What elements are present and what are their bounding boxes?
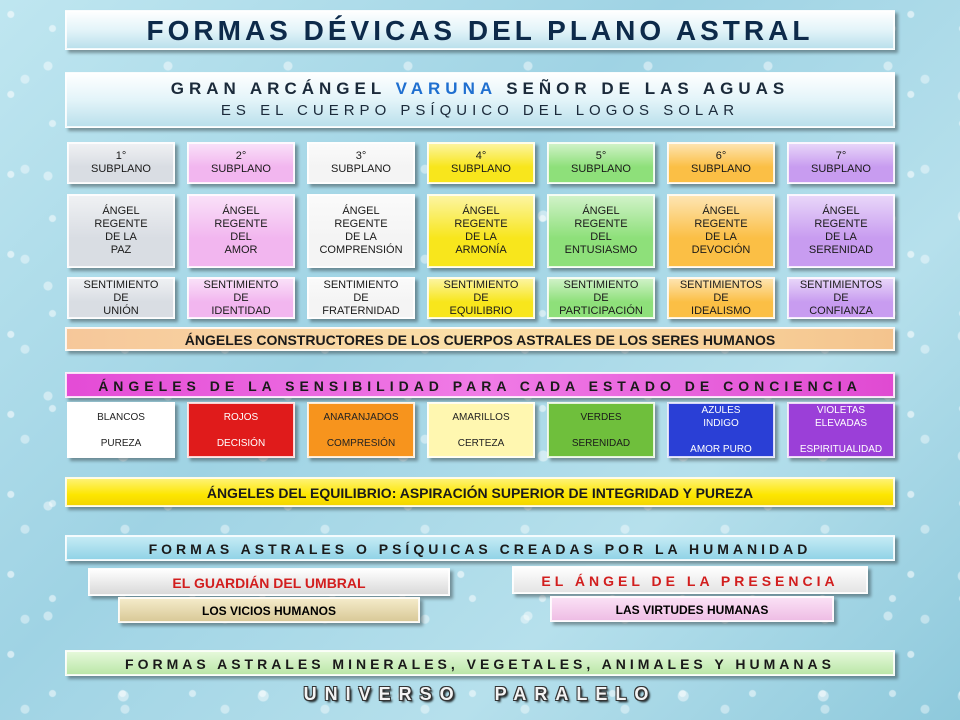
angel-cell-6: ÁNGEL REGENTE DE LA DEVOCIÓN [667,194,775,268]
angel-cell-3: ÁNGEL REGENTE DE LA COMPRENSIÓN [307,194,415,268]
color-cell-5: VERDES SERENIDAD [547,402,655,458]
color-cell-4: AMARILLOS CERTEZA [427,402,535,458]
main-title: FORMAS DÉVICAS DEL PLANO ASTRAL [65,10,895,50]
formas-band: FORMAS ASTRALES O PSÍQUICAS CREADAS POR LA HUMANIDAD [65,535,895,561]
sentimiento-cell-7: SENTIMIENTOS DE CONFIANZA [787,277,895,319]
guardian-box: EL GUARDIÁN DEL UMBRAL [88,568,450,596]
sensibilidad-band: ÁNGELES DE LA SENSIBILIDAD PARA CADA ESTADO DE CONCIENCIA [65,372,895,398]
angel-cell-5: ÁNGEL REGENTE DEL ENTUSIASMO [547,194,655,268]
subplano-cell-1: 1° SUBPLANO [67,142,175,184]
constructores-band: ÁNGELES CONSTRUCTORES DE LOS CUERPOS ASTRALES DE LOS SERES HUMANOS [65,327,895,351]
angel-cell-1: ÁNGEL REGENTE DE LA PAZ [67,194,175,268]
color-cell-7: VIOLETAS ELEVADAS ESPIRITUALIDAD [787,402,895,458]
minerales-band: FORMAS ASTRALES MINERALES, VEGETALES, ANIMALES Y HUMANAS [65,650,895,676]
presencia-box: EL ÁNGEL DE LA PRESENCIA [512,566,868,594]
sentimiento-cell-5: SENTIMIENTO DE PARTICIPACIÓN [547,277,655,319]
sentimiento-cell-1: SENTIMIENTO DE UNIÓN [67,277,175,319]
subplano-cell-6: 6° SUBPLANO [667,142,775,184]
arcangel-line1-b: SEÑOR DE LAS AGUAS [496,79,790,98]
angel-cell-7: ÁNGEL REGENTE DE LA SERENIDAD [787,194,895,268]
color-cell-2: ROJOS DECISIÓN [187,402,295,458]
equilibrio-band: ÁNGELES DEL EQUILIBRIO: ASPIRACIÓN SUPERIOR DE INTEGRIDAD Y PUREZA [65,477,895,507]
virtudes-box: LAS VIRTUDES HUMANAS [550,596,834,622]
arcangel-name: VARUNA [395,79,497,98]
color-cell-1: BLANCOS PUREZA [67,402,175,458]
subplano-cell-3: 3° SUBPLANO [307,142,415,184]
arcangel-line1 [66,79,894,99]
subplano-cell-5: 5° SUBPLANO [547,142,655,184]
vicios-box: LOS VICIOS HUMANOS [118,597,420,623]
subplano-cell-7: 7° SUBPLANO [787,142,895,184]
color-cell-3: ANARANJADOS COMPRESIÓN [307,402,415,458]
subplano-cell-4: 4° SUBPLANO [427,142,535,184]
angel-cell-4: ÁNGEL REGENTE DE LA ARMONÍA [427,194,535,268]
angel-cell-2: ÁNGEL REGENTE DEL AMOR [187,194,295,268]
sentimiento-cell-3: SENTIMIENTO DE FRATERNIDAD [307,277,415,319]
sentimiento-cell-6: SENTIMIENTOS DE IDEALISMO [667,277,775,319]
sentimiento-cell-4: SENTIMIENTO DE EQUILIBRIO [427,277,535,319]
sentimiento-cell-2: SENTIMIENTO DE IDENTIDAD [187,277,295,319]
subplano-cell-2: 2° SUBPLANO [187,142,295,184]
color-cell-6: AZULES INDIGO AMOR PURO [667,402,775,458]
arcangel-line2: ES EL CUERPO PSÍQUICO DEL LOGOS SOLAR [220,102,740,119]
arcangel-line1-a: GRAN ARCÁNGEL [170,79,396,98]
universo-paralelo: UNIVERSO PARALELO [303,684,657,704]
arcangel-box [65,72,895,128]
